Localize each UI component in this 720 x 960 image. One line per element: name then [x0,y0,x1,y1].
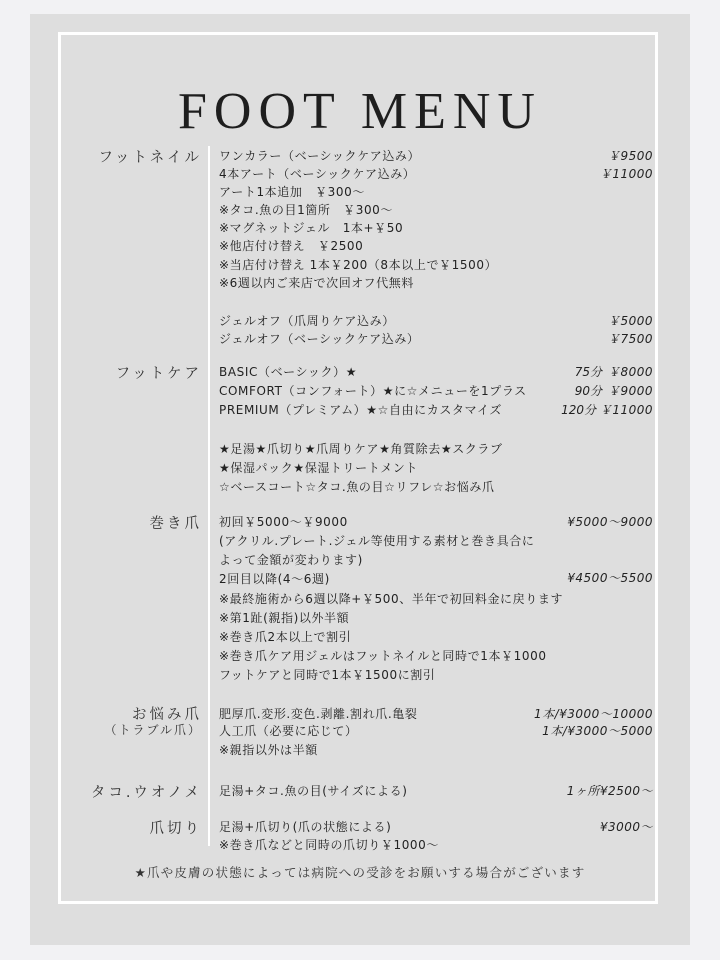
menu-duration: 90分 [574,384,602,398]
menu-note: ※当店付け替え 1本￥200（8本以上で￥1500） [219,258,498,272]
menu-item: 足湯+爪切り(爪の状態による) [219,820,392,834]
footer-note: ★爪や皮膚の状態によっては病院への受診をお願いする場合がございます [134,865,586,880]
menu-note: ※第1趾(親指)以外半額 [219,611,350,625]
menu-price: ￥9000 [607,384,653,398]
category-trouble-nail: お悩み爪 [132,707,202,723]
menu-price: ¥4500〜5500 [567,571,653,585]
menu-note: ※巻き爪ケア用ジェルはフットネイルと同時で1本￥1000 [219,649,547,663]
menu-note: フットケアと同時で1本￥1500に割引 [219,668,436,682]
menu-note: ※最終施術から6週以降+￥500、半年で初回料金に戻ります [219,592,564,606]
menu-item: ワンカラー（ベーシックケア込み） [219,149,421,163]
menu-note: ※巻き爪2本以上で割引 [219,630,352,644]
menu-note: ※親指以外は半額 [219,743,318,757]
menu-title: FOOT MENU [178,83,542,140]
category-foot-nail: フットネイル [98,150,202,166]
menu-item: BASIC（ベーシック）★ [219,365,358,379]
menu-price: ￥11000 [599,403,653,417]
menu-note: ★保湿パック★保湿トリートメント [219,461,418,475]
menu-note: ※タコ.魚の目1箇所 ￥300〜 [219,203,394,217]
menu-note: (アクリル.プレート.ジェル等使用する素材と巻き具合に [219,534,535,548]
menu-note: よって金額が変わります) [219,553,363,567]
menu-duration: 120分 [561,403,596,417]
menu-item: 初回￥5000〜￥9000 [219,515,348,529]
category-corn: タコ.ウオノメ [90,785,202,801]
menu-item: ジェルオフ（爪周りケア込み） [219,314,395,328]
menu-note: ☆ベースコート☆タコ.魚の目☆リフレ☆お悩み爪 [219,480,495,494]
menu-item: 足湯+タコ.魚の目(サイズによる) [219,784,408,798]
menu-price: ￥8000 [607,365,653,379]
menu-item: 4本アート（ベーシックケア込み） [219,167,416,181]
menu-item: 肥厚爪.変形.変色.剥離.割れ爪.亀裂 [219,707,418,721]
divider-line [208,146,210,846]
menu-price: ￥7500 [607,332,653,346]
menu-price: ￥11000 [599,167,653,181]
menu-note: ※巻き爪などと同時の爪切り￥1000〜 [219,838,439,852]
menu-price: 1本/¥3000〜5000 [542,724,653,738]
menu-item: PREMIUM（プレミアム）★☆自由にカスタマイズ [219,403,503,417]
menu-price: ¥3000〜 [599,820,653,834]
menu-price: ¥5000〜9000 [567,515,653,529]
menu-item: 2回目以降(4〜6週) [219,572,330,586]
menu-price: ￥9500 [607,149,653,163]
menu-note: ※6週以内ご来店で次回オフ代無料 [219,276,414,290]
menu-item: COMFORT（コンフォート）★に☆メニューを1プラス [219,384,527,398]
category-ingrown-nail: 巻き爪 [149,516,202,532]
category-trouble-nail-sub: （トラブル爪） [104,723,202,737]
menu-note: ★足湯★爪切り★爪周りケア★角質除去★スクラブ [219,442,503,456]
menu-note: ※他店付け替え ￥2500 [219,239,364,253]
menu-item: 人工爪（必要に応じて） [219,724,358,738]
menu-note: ※マグネットジェル 1本+￥50 [219,221,404,235]
menu-item: ジェルオフ（ベーシックケア込み） [219,332,420,346]
menu-price: 1本/¥3000〜10000 [533,707,653,721]
menu-duration: 75分 [574,365,602,379]
menu-price: 1ヶ所¥2500〜 [566,784,653,798]
category-nail-clip: 爪切り [149,821,202,837]
menu-price: ￥5000 [607,314,653,328]
category-foot-care: フットケア [115,366,202,382]
menu-item: アート1本追加 ￥300〜 [219,185,365,199]
